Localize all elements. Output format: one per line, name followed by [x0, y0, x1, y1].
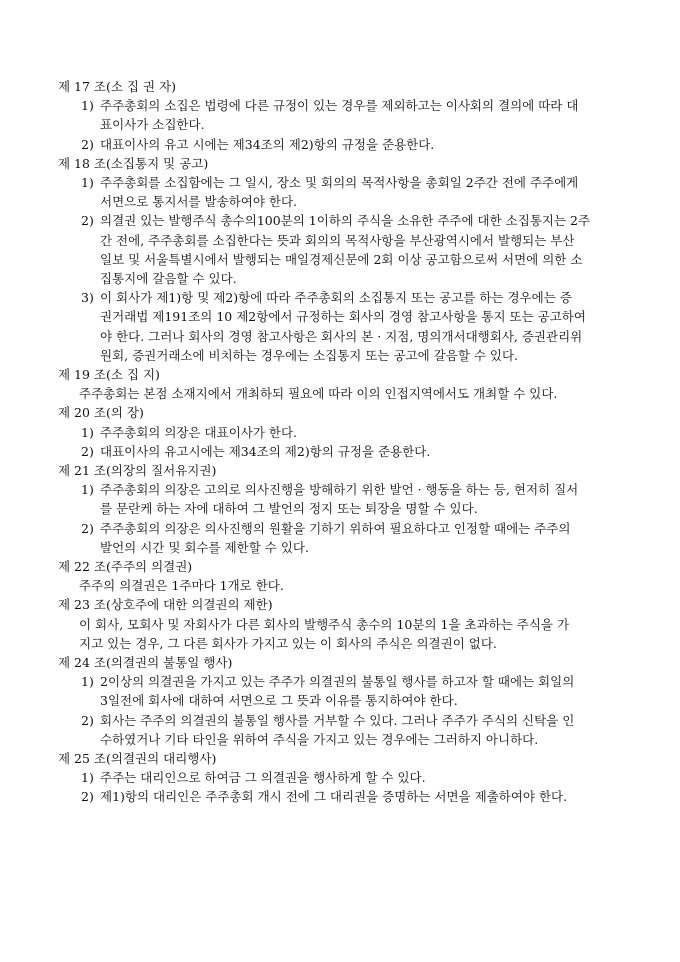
item-text-line: 서면으로 통지서를 발송하여야 한다.: [100, 194, 298, 210]
item-number: 3): [81, 290, 94, 306]
item-text-line: 주주는 대리인으로 하여금 그 의결권을 행사하게 할 수 있다.: [100, 770, 426, 786]
item-text-line: 회사는 주주의 의결권의 불통일 행사를 거부할 수 있다. 그러나 주주가 주식의 신탁을 인: [100, 712, 575, 728]
item-text-line: 발언의 시간 및 회수를 제한할 수 있다.: [100, 539, 309, 555]
item-text-line: 표이사가 소집한다.: [100, 117, 205, 133]
item-number: 2): [81, 443, 94, 459]
item-text-line: 야 한다. 그러나 회사의 경영 참고사항은 회사의 본 · 지점, 명의개서대행회사, 증권관리위: [100, 328, 583, 344]
item-number: 1): [81, 674, 94, 690]
article-heading: 제 17 조(소 집 권 자): [58, 79, 176, 94]
item-text-line: 주주총회의 소집은 법령에 다른 규정이 있는 경우를 제외하고는 이사회의 결의에 따라 대: [100, 98, 579, 114]
item-text-line: 3일전에 회사에 대하여 서면으로 그 뜻과 이유를 통지하여야 한다.: [100, 693, 458, 709]
item-text-line: 집통지에 갈음할 수 있다.: [100, 271, 237, 286]
article-body-line: 주주총회는 본점 소재지에서 개최하되 필요에 따라 이의 인접지역에서도 개최할 수 있다.: [79, 386, 558, 402]
item-text-line: 를 문란케 하는 자에 대하여 그 발언의 정지 또는 퇴장을 명할 수 있다.: [100, 501, 478, 517]
article-heading: 제 25 조(의결권의 대리행사): [58, 751, 217, 766]
item-text-line: 이 회사가 제1)항 및 제2)항에 따라 주주총회의 소집통지 또는 공고를 하는 경우에는 증: [100, 290, 572, 306]
item-number: 1): [81, 98, 94, 114]
item-number: 2): [81, 712, 94, 728]
article-body-line: 주주의 의결권은 1주마다 1개로 한다.: [79, 578, 284, 594]
item-number: 1): [81, 175, 94, 190]
item-text-line: 원회, 증권거래소에 비치하는 경우에는 소집통지 또는 공고에 갈음할 수 있다.: [100, 347, 519, 363]
item-number: 2): [81, 136, 94, 152]
article-heading: 제 24 조(의결권의 불통일 행사): [58, 655, 233, 670]
article-body-line: 이 회사, 모회사 및 자회사가 다른 회사의 발행주식 총수의 10분의 1을 초과하는 주식을 가: [79, 616, 570, 632]
item-text-line: 주주총회를 소집함에는 그 일시, 장소 및 회의의 목적사항을 총회일 2주간 전에 주주에게: [100, 175, 579, 190]
article-heading: 제 21 조(의장의 질서유지권): [58, 463, 217, 478]
item-text-line: 주주총회의 의장은 고의로 의사진행을 방해하기 위한 발언 · 행동을 하는 등, 현저히 질서: [100, 482, 579, 498]
item-text-line: 간 전에, 주주총회를 소집한다는 뜻과 회의의 목적사항을 부산광역시에서 발행되는 부산: [100, 232, 575, 248]
item-number: 2): [81, 789, 94, 805]
item-text-line: 대표이사의 유고시에는 제34조의 제2)항의 규정을 준용한다.: [100, 443, 431, 459]
article-heading: 제 20 조(의 장): [58, 405, 144, 421]
article-heading: 제 18 조(소집통지 및 공고): [58, 155, 209, 171]
item-text-line: 권거래법 제191조의 10 제2항에서 규정하는 회사의 경영 참고사항을 통지 또는 공고하여: [100, 309, 586, 325]
item-number: 2): [81, 520, 94, 536]
item-number: 2): [81, 213, 94, 229]
item-text-line: 제1)항의 대리인은 주주총회 개시 전에 그 대리권을 증명하는 서면을 제출하여야 한다.: [100, 789, 568, 805]
item-text-line: 대표이사의 유고 시에는 제34조의 제2)항의 규정을 준용한다.: [100, 136, 435, 152]
item-text-line: 일보 및 서울특별시에서 발행되는 매일경제신문에 2회 이상 공고함으로써 서면에 의한 소: [100, 251, 583, 267]
item-number: 1): [81, 424, 94, 440]
article-body-line: 지고 있는 경우, 그 다른 회사가 가지고 있는 이 회사의 주식은 의결권이 없다.: [79, 635, 497, 651]
article-heading: 제 22 조(주주의 의결권): [58, 559, 193, 574]
item-text-line: 주주총회의 의장은 대표이사가 한다.: [100, 424, 298, 440]
item-text-line: 2이상의 의결권을 가지고 있는 주주가 의결권의 불통일 행사를 하고자 할 때에는 회일의: [100, 674, 575, 690]
article-heading: 제 19 조(소 집 지): [58, 367, 160, 382]
item-text-line: 수하였거나 기타 타인을 위하여 주식을 가지고 있는 경우에는 그러하지 아니하다.: [100, 731, 539, 747]
item-text-line: 주주총회의 의장은 의사진행의 원활을 기하기 위하여 필요하다고 인정할 때에는 주주의: [100, 520, 571, 536]
item-number: 1): [81, 770, 94, 786]
item-number: 1): [81, 482, 94, 498]
item-text-line: 의결권 있는 발행주식 총수의100분의 1이하의 주식을 소유한 주주에 대한 소집통지는 2주: [100, 213, 591, 229]
article-heading: 제 23 조(상호주에 대한 의결권의 제한): [58, 597, 273, 613]
